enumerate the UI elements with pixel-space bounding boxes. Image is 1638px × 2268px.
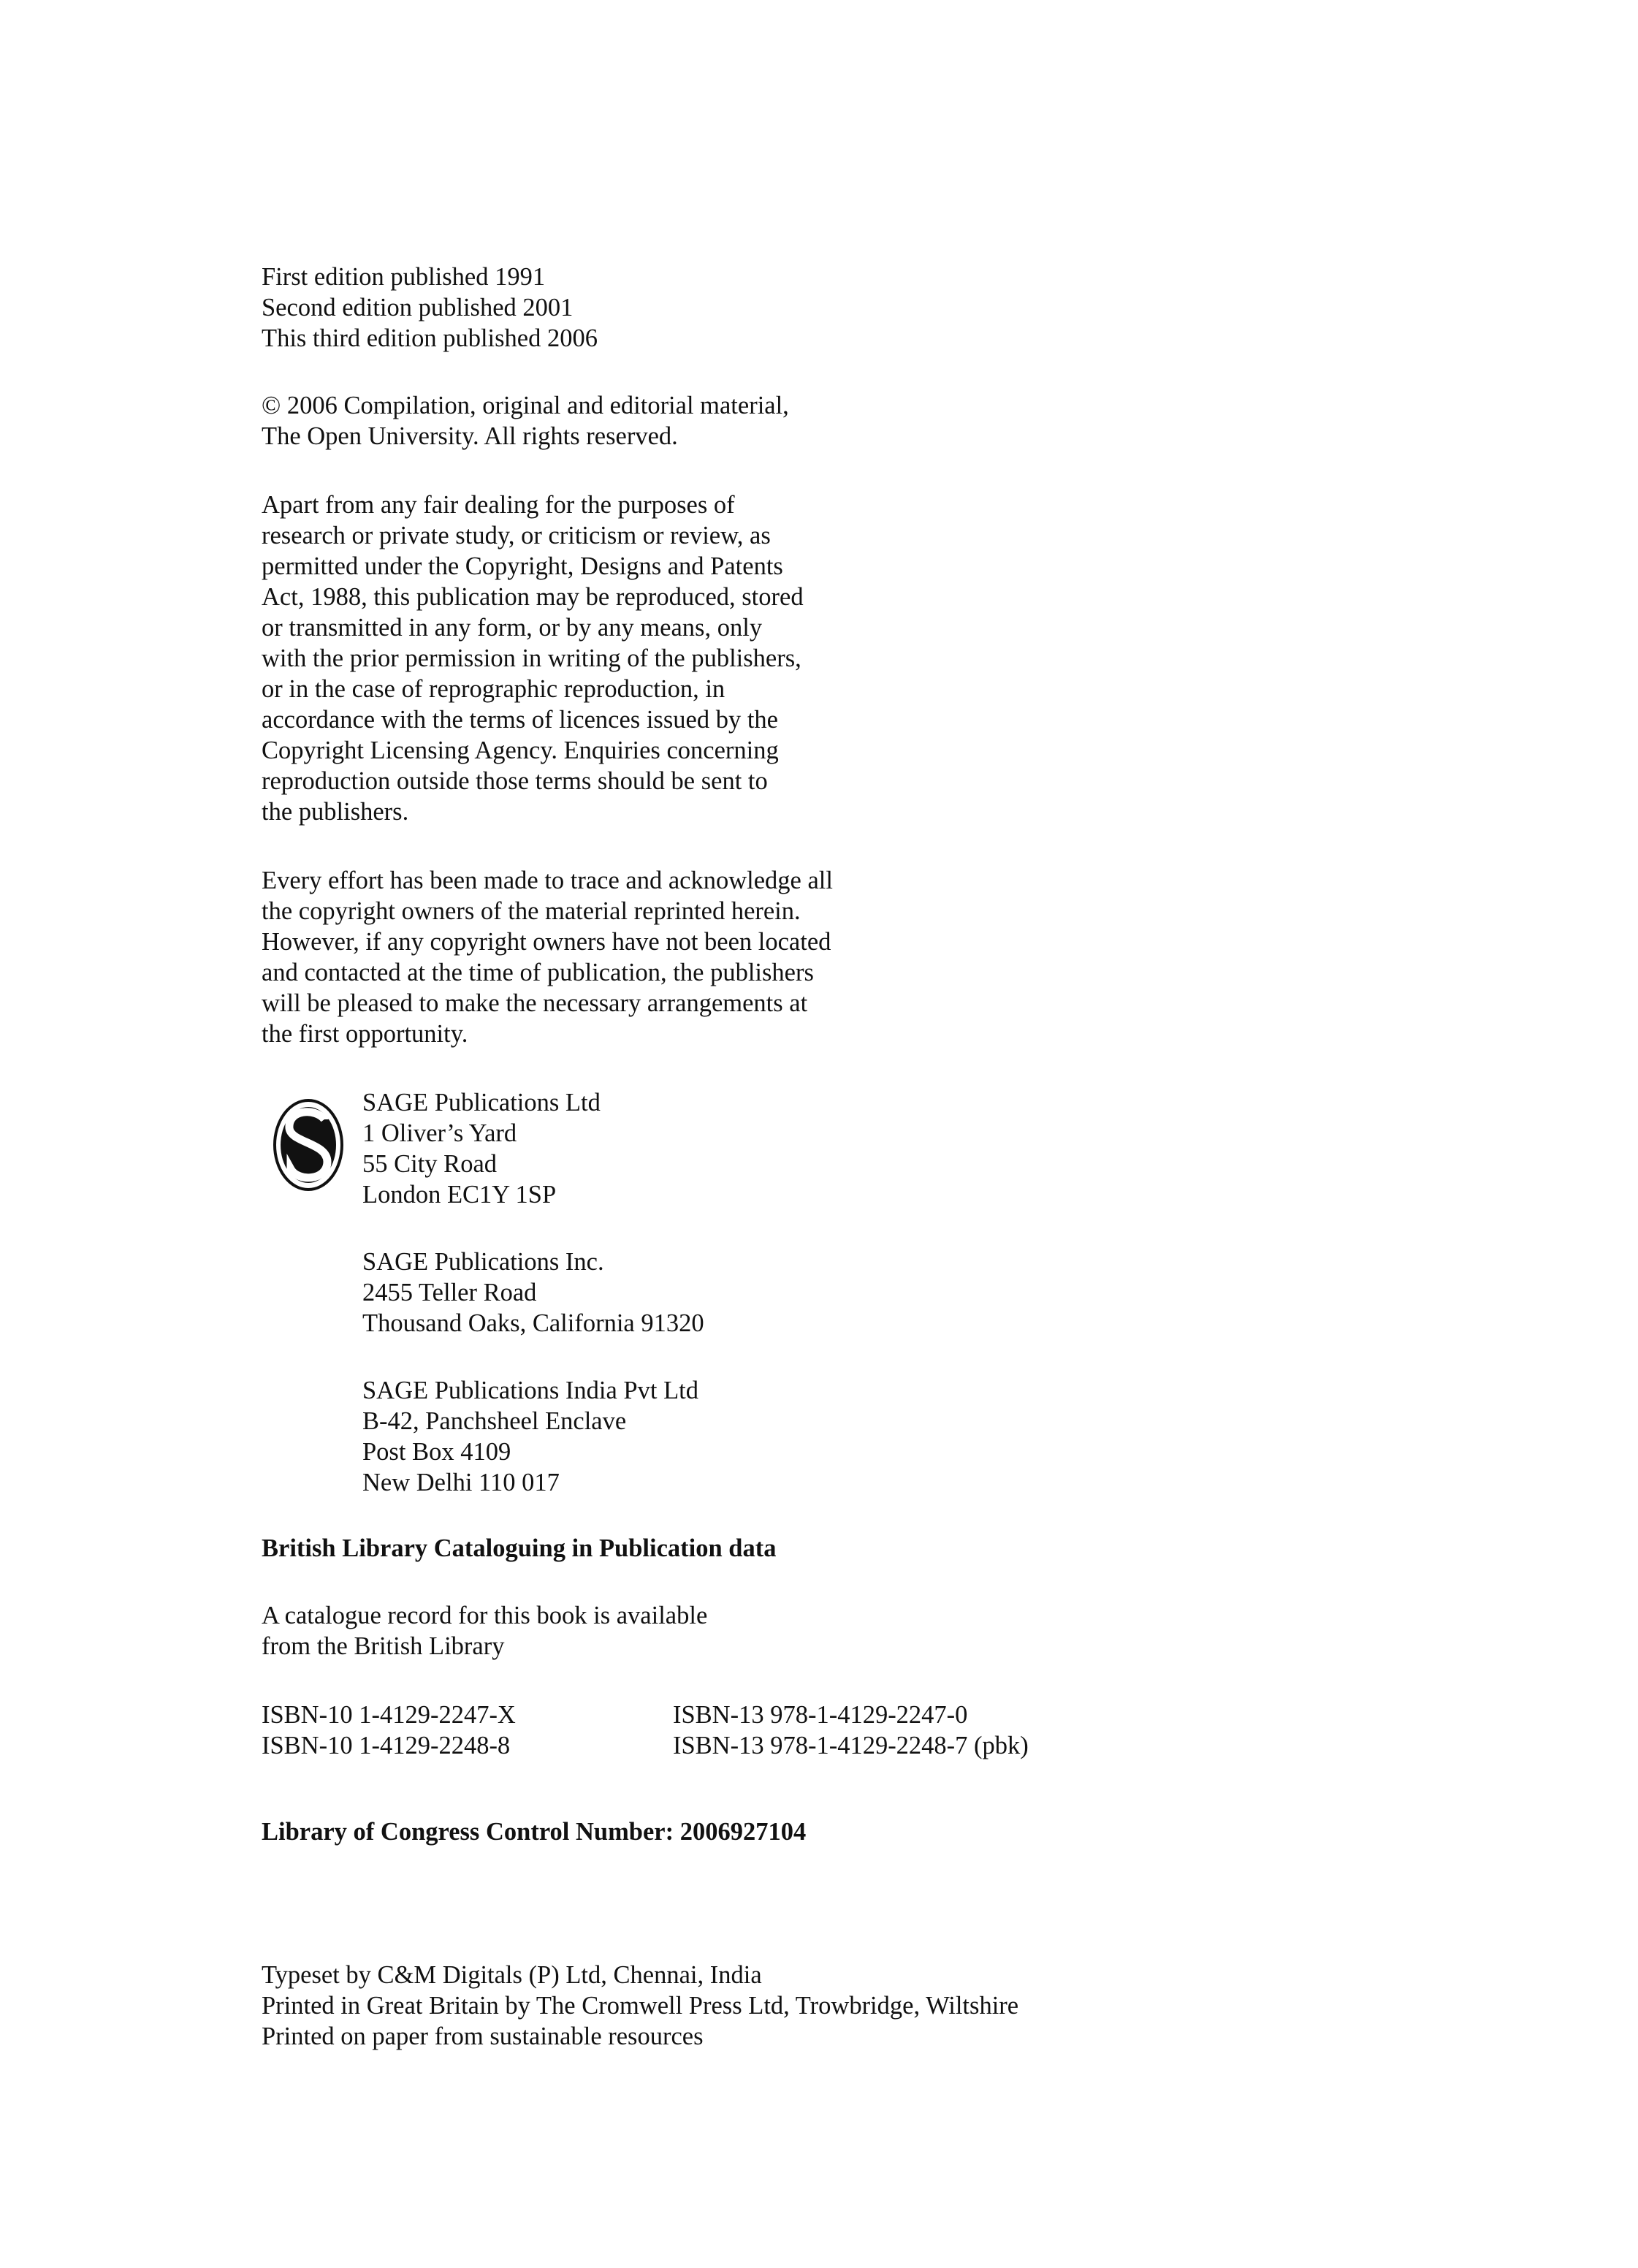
address-line: SAGE Publications Ltd	[362, 1089, 601, 1116]
address-line: London EC1Y 1SP	[362, 1181, 557, 1209]
effort-line: Every effort has been made to trace and acknowledge all	[262, 867, 833, 894]
printing-block	[262, 1960, 1018, 2052]
cataloguing-heading	[262, 1533, 776, 1564]
rights-line: Act, 1988, this publication may be reproduced, stored	[262, 583, 804, 611]
rights-line: Apart from any fair dealing for the purposes of	[262, 491, 735, 519]
cataloguing-line: from the British Library	[262, 1632, 505, 1660]
rights-line: Copyright Licensing Agency. Enquiries concerning	[262, 737, 779, 764]
rights-line: permitted under the Copyright, Designs and Patents	[262, 552, 783, 580]
isbn-line: ISBN-10 1-4129-2248-8	[262, 1732, 511, 1759]
effort-line: will be pleased to make the necessary arrangements at	[262, 989, 808, 1017]
cataloguing-heading-text: British Library Cataloguing in Publication data	[262, 1534, 777, 1562]
copyright-block	[262, 390, 789, 452]
copyright-line: The Open University. All rights reserved.	[262, 422, 678, 450]
rights-line: reproduction outside those terms should be sent to	[262, 767, 768, 795]
rights-line: with the prior permission in writing of the publishers,	[262, 644, 801, 672]
effort-statement	[262, 865, 833, 1049]
effort-line: However, if any copyright owners have not been located	[262, 928, 831, 956]
rights-line: research or private study, or criticism or review, as	[262, 522, 771, 549]
effort-line: the copyright owners of the material reprinted herein.	[262, 897, 801, 925]
effort-line: the first opportunity.	[262, 1020, 468, 1048]
address-line: SAGE Publications India Pvt Ltd	[362, 1377, 698, 1404]
printing-line: Typeset by C&M Digitals (P) Ltd, Chennai, India	[262, 1961, 762, 1989]
rights-line: or in the case of reprographic reproduction, in	[262, 675, 725, 703]
rights-statement	[262, 490, 804, 827]
loc-control-text: Library of Congress Control Number: 2006927104	[262, 1818, 807, 1846]
address-line: Post Box 4109	[362, 1438, 511, 1466]
address-line: 1 Oliver’s Yard	[362, 1119, 517, 1147]
address-us	[362, 1247, 704, 1339]
printing-line: Printed in Great Britain by The Cromwell Press Ltd, Trowbridge, Wiltshire	[262, 1992, 1019, 2020]
address-line: New Delhi 110 017	[362, 1469, 560, 1496]
isbn-line: ISBN-10 1-4129-2247-X	[262, 1701, 516, 1729]
sage-s-logo-icon	[272, 1097, 345, 1192]
address-line: SAGE Publications Inc.	[362, 1248, 604, 1276]
address-line: 2455 Teller Road	[362, 1279, 537, 1306]
edition-line: Second edition published 2001	[262, 294, 574, 321]
loc-control-number	[262, 1816, 806, 1847]
editions-block	[262, 262, 598, 354]
address-line: 55 City Road	[362, 1150, 498, 1178]
isbn-line: ISBN-13 978-1-4129-2248-7 (pbk)	[673, 1732, 1029, 1759]
rights-line: or transmitted in any form, or by any means, only	[262, 614, 763, 642]
rights-line: the publishers.	[262, 798, 409, 826]
address-line: B-42, Panchsheel Enclave	[362, 1407, 627, 1435]
isbn-10-list	[262, 1700, 516, 1761]
printing-line: Printed on paper from sustainable resources	[262, 2022, 704, 2050]
cataloguing-block	[262, 1600, 707, 1662]
rights-line: accordance with the terms of licences issued by the	[262, 706, 778, 734]
edition-line: First edition published 1991	[262, 263, 546, 291]
copyright-line: © 2006 Compilation, original and editorial material,	[262, 392, 789, 419]
isbn-13-list	[673, 1700, 1029, 1761]
edition-line: This third edition published 2006	[262, 324, 598, 352]
address-india	[362, 1375, 698, 1498]
isbn-line: ISBN-13 978-1-4129-2247-0	[673, 1701, 968, 1729]
address-uk	[362, 1087, 601, 1210]
address-line: Thousand Oaks, California 91320	[362, 1309, 704, 1337]
cataloguing-line: A catalogue record for this book is available	[262, 1602, 708, 1629]
effort-line: and contacted at the time of publication, the publishers	[262, 959, 814, 986]
